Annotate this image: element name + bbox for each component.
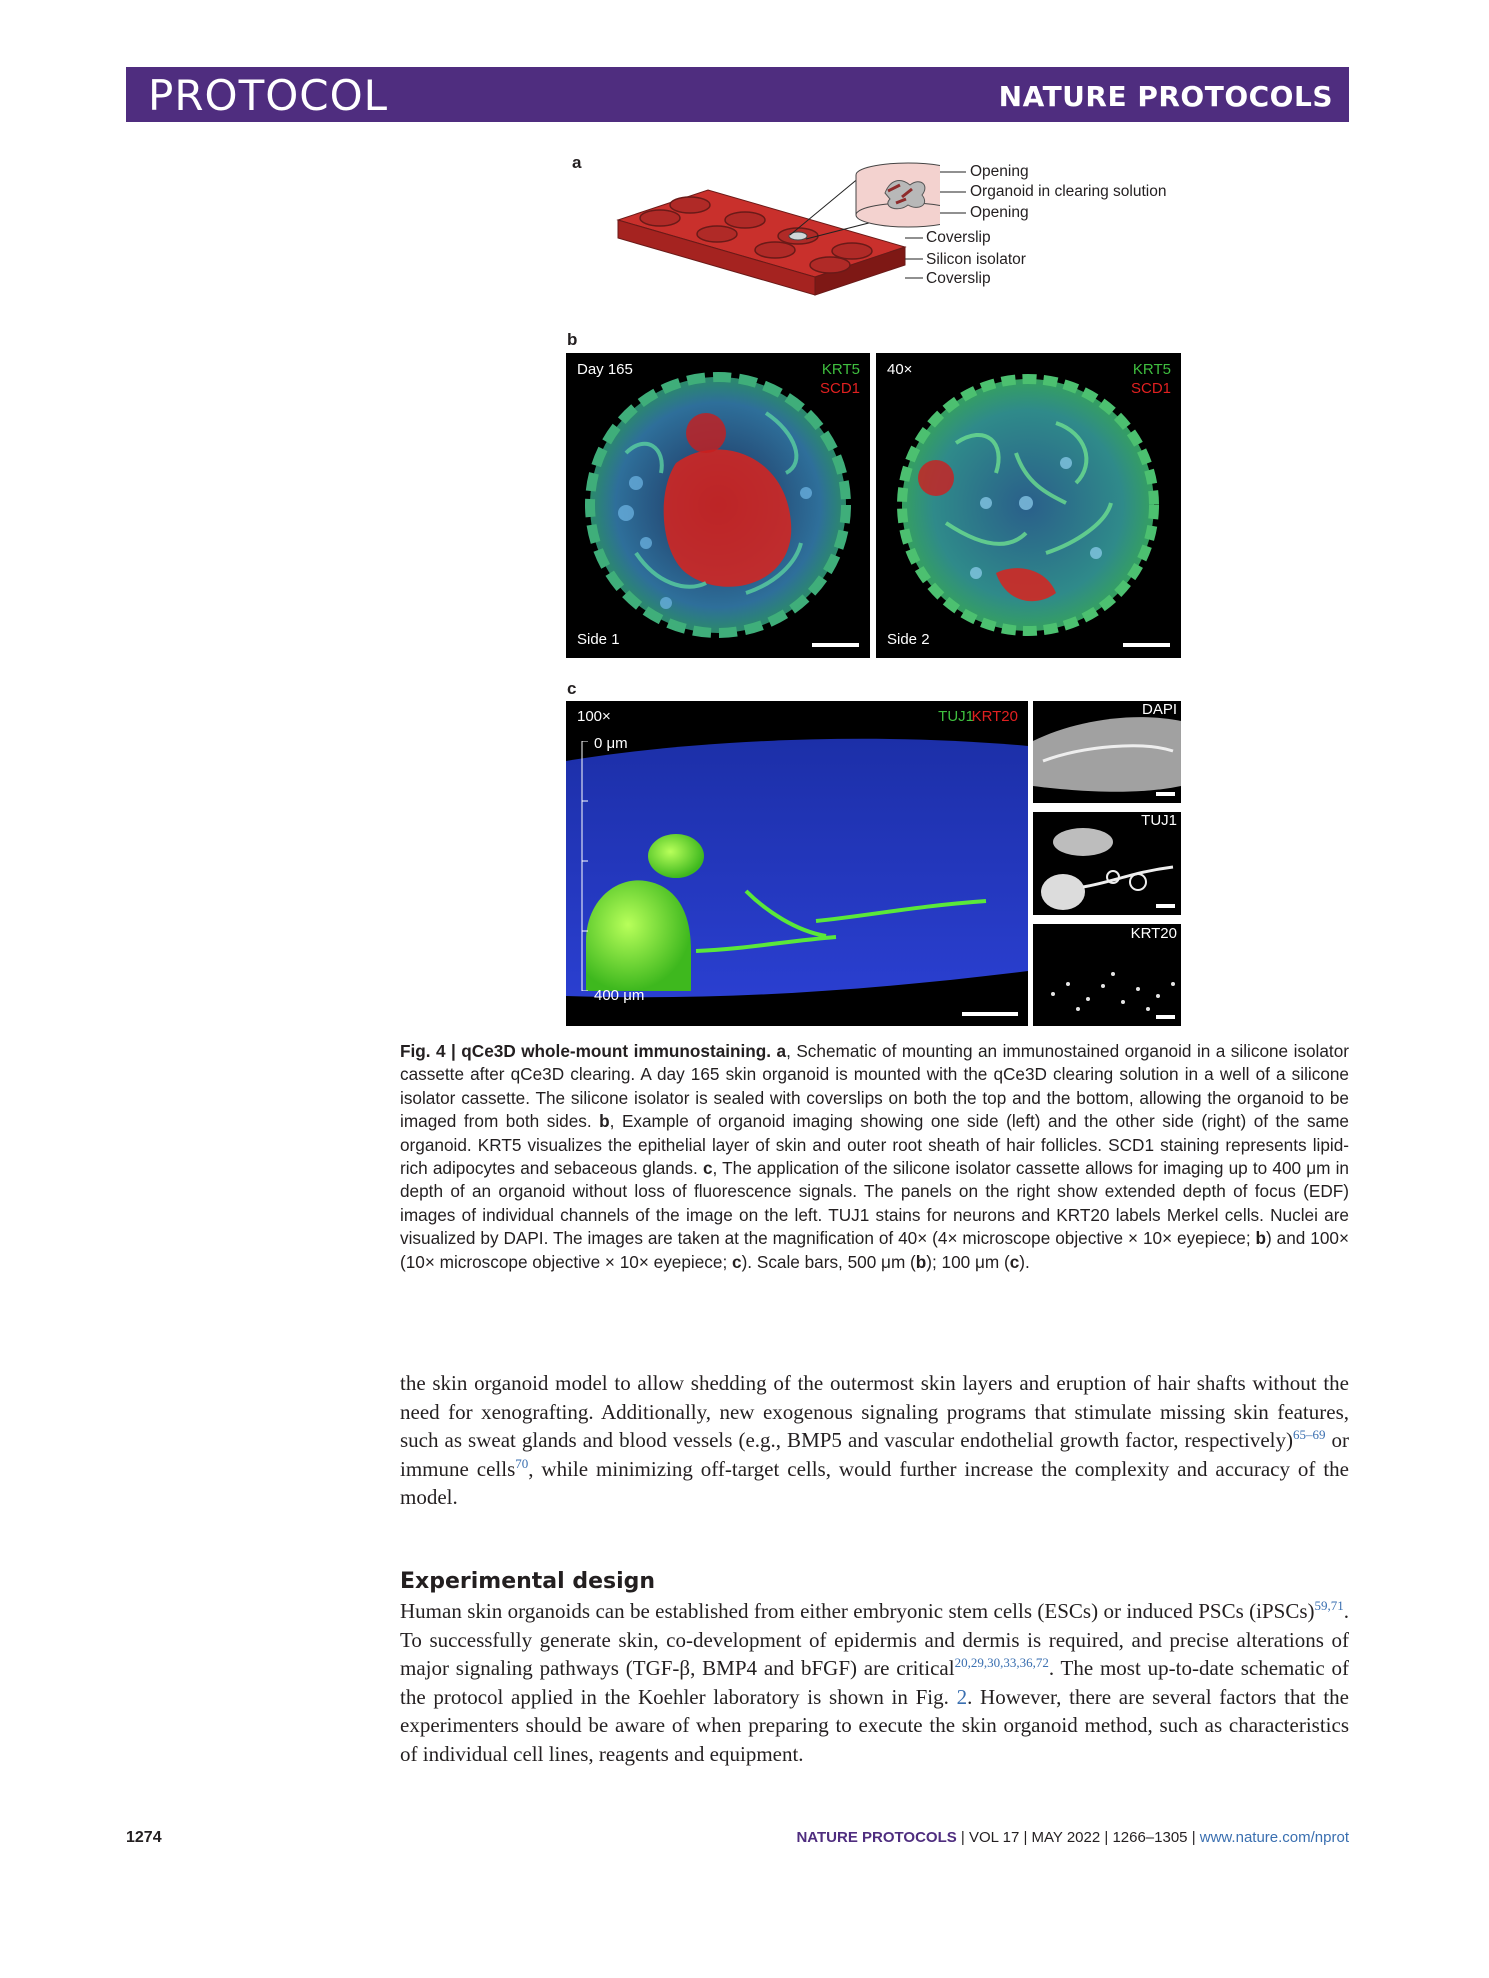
caption-b2-ref: b: [1255, 1228, 1267, 1249]
organoid-image-side-2: [876, 353, 1181, 658]
label-opening-top: Opening: [970, 163, 1029, 180]
caption-a-ref: a: [776, 1041, 787, 1061]
caption-a-text: , Schematic of mounting an immunostained organoid in a silicone isolator cassette after qCe3D clearing. A day 165 skin organoid is mounted with the qCe3D clearing solution in a well of a silicone isolator cassette. The silicone isolator is sealed with coverslips on both the top and the bottom, allowing the organoid to be imaged from both sides.: [400, 1041, 1349, 1132]
footer-journal: NATURE PROTOCOLS: [796, 1829, 957, 1846]
cassette-schematic: [600, 155, 940, 305]
marker-tuj1: TUJ1: [938, 708, 974, 725]
figure-caption: [400, 1040, 1349, 1274]
marker-krt20: KRT20: [971, 708, 1018, 725]
inset-dapi: [1033, 701, 1181, 803]
label-opening-bottom: Opening: [970, 204, 1029, 221]
depth-ruler: [576, 741, 588, 991]
caption-fig-title: Fig. 4 | qCe3D whole-mount immunostaining.: [400, 1041, 772, 1061]
label-coverslip-top: Coverslip: [926, 229, 991, 246]
header-section-title: PROTOCOL: [148, 71, 389, 120]
inset-krt20-label: KRT20: [1130, 925, 1177, 942]
body-paragraph-1: [400, 1369, 1349, 1512]
caption-scale-text: ). Scale bars, 500 μm (: [741, 1251, 916, 1272]
label-silicon-isolator: Silicon isolator: [926, 251, 1026, 268]
side2-marker-scd1: SCD1: [1130, 380, 1171, 397]
depth-image-100x: [566, 701, 1028, 1026]
caption-scale-text2: ); 100 μm (: [926, 1251, 1010, 1272]
journal-header: [126, 67, 1349, 122]
caption-c-text: , The application of the silicone isolator cassette allows for imaging up to 400 μm in depth of an organoid without loss of fluorescence signals. The panels on the right show extended depth of focus (EDF) images of individual channels of the image on the left. TUJ1 stains for neurons and KRT20 labels Merkel cells. Nuclei are visualized by DAPI. The images are taken at the magnification of 40× (4× microscope objective × 10× eyepiece;: [400, 1158, 1349, 1249]
caption-c-ref: c: [702, 1158, 713, 1179]
side2-scale-bar: [1123, 643, 1170, 647]
panel-b-label: b: [567, 330, 578, 349]
side1-label: Side 1: [577, 631, 620, 648]
footer-date: MAY 2022: [1031, 1829, 1101, 1846]
caption-c3-ref: c: [1009, 1251, 1020, 1272]
para2-text-2: . To successfully generate skin, co-development of epidermis and dermis is required, and precise alterations of major signaling pathways (TGF-β, BMP4 and bFGF) are critical: [400, 1599, 1349, 1680]
para1-text-3: , while minimizing off-target cells, would further increase the complexity and accuracy of the model.: [400, 1456, 1350, 1509]
para2-text-3: . The most up-to-date schematic of the protocol applied in the Koehler laboratory is shown in Fig.: [400, 1656, 1350, 1709]
caption-b3-ref: b: [915, 1251, 927, 1272]
caption-end: ).: [1019, 1251, 1030, 1272]
para2-fig-ref[interactable]: 2: [956, 1684, 968, 1709]
side1-marker-krt5: KRT5: [821, 361, 860, 378]
para1-ref-2[interactable]: 70: [515, 1455, 529, 1471]
header-journal-name: NATURE PROTOCOLS: [998, 80, 1333, 113]
side1-scale-bar: [812, 643, 859, 647]
depth-scale-bar: [962, 1012, 1018, 1016]
organoid-side-1-render: [566, 353, 870, 658]
side1-marker-scd1: SCD1: [819, 380, 860, 397]
section-heading: Experimental design: [400, 1569, 656, 1594]
depth-image-title: 100×: [577, 708, 611, 725]
para1-text-2: or immune cells: [400, 1428, 1350, 1481]
panel-a-label: a: [572, 153, 582, 172]
caption-b-ref: b: [599, 1111, 610, 1132]
page-number: 1274: [126, 1829, 162, 1846]
body-paragraph-2: [400, 1597, 1349, 1768]
para2-ref-2[interactable]: 20,29,30,33,36,72: [954, 1655, 1049, 1670]
side2-title: 40×: [887, 361, 913, 378]
inset-dapi-scale-bar: [1156, 792, 1175, 796]
para2-ref-1[interactable]: 59,71: [1314, 1598, 1344, 1613]
inset-krt20: [1033, 924, 1181, 1026]
organoid-image-side-1: [566, 353, 870, 658]
para1-text-1: the skin organoid model to allow shedding of the outermost skin layers and eruption of hair shafts without the need for xenografting. Additionally, new exogenous signaling programs that stimulate missing skin features, such as sweat glands and blood vessels (e.g., BMP5 and vascular endothelial growth factor, respectively): [400, 1371, 1349, 1452]
para2-text-1: Human skin organoids can be established from either embryonic stem cells (ESCs) or induced PSCs (iPSCs): [400, 1599, 1315, 1623]
caption-b-text: , Example of organoid imaging showing one side (left) and the other side (right) of the same organoid. KRT5 visualizes the epithelial layer of skin and outer root sheath of hair follicles. SCD1 staining represents lipid-rich adipocytes and sebaceous glands.: [400, 1111, 1349, 1179]
footer-url[interactable]: www.nature.com/nprot: [1199, 1829, 1349, 1846]
para2-text-4: . However, there are several factors that the experimenters should be aware of when preparing to execute the skin organoid method, such as characteristics of individual cell lines, reagents and equipment.: [400, 1684, 1349, 1766]
depth-top-label: 0 μm: [594, 735, 628, 752]
inset-tuj1-scale-bar: [1156, 904, 1175, 908]
footer-pages: 1266–1305: [1112, 1829, 1188, 1846]
side1-title: Day 165: [577, 361, 633, 378]
label-coverslip-bottom: Coverslip: [926, 270, 991, 287]
inset-dapi-label: DAPI: [1141, 701, 1177, 718]
side2-label: Side 2: [887, 631, 930, 648]
label-organoid-clearing: Organoid in clearing solution: [970, 183, 1167, 200]
panel-c-label: c: [567, 679, 577, 698]
side2-marker-krt5: KRT5: [1132, 361, 1171, 378]
inset-krt20-scale-bar: [1156, 1015, 1175, 1019]
depth-image-render: [566, 701, 1028, 1026]
caption-mid-text: ) and 100× (10× microscope objective × 10× eyepiece;: [400, 1228, 1349, 1272]
para1-ref-1[interactable]: 65–69: [1292, 1427, 1326, 1442]
inset-tuj1-label: TUJ1: [1141, 812, 1177, 829]
footer-volume: VOL 17: [968, 1829, 1020, 1846]
footer-citation: NATURE PROTOCOLS | VOL 17 | MAY 2022 | 1266–1305 | www.nature.com/nprot: [796, 1829, 1349, 1846]
depth-bottom-label: 400 μm: [594, 987, 645, 1004]
organoid-side-2-render: [876, 353, 1181, 658]
inset-tuj1: [1033, 812, 1181, 915]
caption-c2-ref: c: [732, 1251, 742, 1272]
